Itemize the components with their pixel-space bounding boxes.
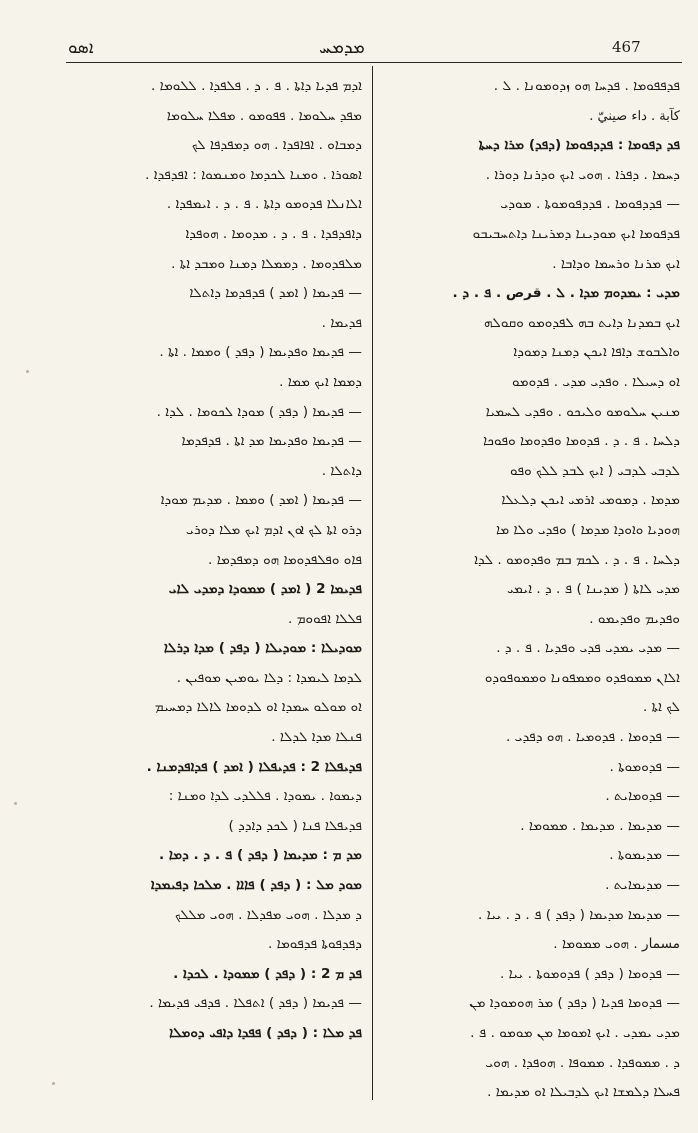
entry-text-line: — ܦܕܘܡܐ ( ܕܦܕ ) ܦܕܘܡܘܬܐ . ܝܝܐ .	[499, 965, 680, 982]
entry-text-line: — ܦܕܝܡܐ ( ܐܡܕ ) ܘܡܡܐ . ܡܕܝܡ ܡܘܕܐ	[160, 492, 362, 509]
entry-text-line: ܡܠܦܕܘܡܐ . ܕܡܡܠܐ ܕܡܢܐ ܘܡܒܕ ܐܬܐ .	[171, 255, 362, 272]
entry-text-line: — ܦܕܝܡܐ ܘܦܕܝܡܐ ܡܕ ܐܬܐ . ܦܕܦܕܡܐ	[181, 433, 362, 450]
running-head-title: ܡܕܡܚ	[319, 37, 365, 58]
entry-text-line: — ܦܕܝܡܐ ܘܦܕܝܡܐ ( ܕܦܕ ) ܘܡܡܐ . ܐܬܐ .	[159, 344, 362, 361]
entry-text-line: ܐܠܐܢ ܡܡܘܦܕܘ ܘܡܡܦܘܢܐ ܘܡܡܘܦܘܕܘ	[484, 669, 680, 686]
entry-text-line: ܕܪܘ ܐܬܐ ܠܟ ܐܘܢ ܐܕܡ ܐܝܟ ܡܠܐ ܕܘܪܝ	[186, 521, 362, 538]
entry-headword-line: ܡܘܕ ܡܠ : ( ܕܦܕ ) ܦܐܐܐ . ܡܠܟܐ ܕܦܝܡܕܐ	[150, 877, 362, 894]
entry-text-line: ܕܐܦܕܦܕܐ . ܦ . ܕ . ܡܕܘܡܐ . ܗܘܦܕܐ	[185, 225, 362, 242]
entry-text-line: ܦܕܦܦܘܡܐ . ܦܕܚܐ ܗܘ ܙܕܘܡܘܢܐ . ܠ .	[493, 78, 680, 94]
entry-headword-line: ܡܕܝ : ܝܡܕܘܡ ܡܕܐ . ܠ . قرص . ܦ . ܕ .	[452, 285, 680, 302]
page-header	[0, 0, 698, 60]
entry-text-line: مسمار . ܗܘܝ ܡܡܘܡܐ .	[553, 936, 680, 953]
entry-headword-line: ܦܕ ܕܦܘܡܐ : ܦܕܕܦܘܡܐ (ܕܦܕ) ܡܪܐ ܕܚܬܐ	[478, 137, 680, 154]
entry-text-line: — ܡܕܝܡܐ ܡܕܝܡܐ ( ܕܦܕ ) ܦ . ܕ . ܝܝܐ .	[477, 906, 680, 923]
entry-text-line: — ܦܕܘܡܐ ܦܕܝܐ ( ܕܦܕ ) ܡܪ ܗܘܡܘܕܐ ܡܢ	[469, 995, 680, 1012]
page-number: 467	[612, 38, 641, 56]
entry-text-line: ܠܟ ܐܬܐ .	[642, 699, 680, 716]
entry-text-line: ܕ . ܡܡܘܦܕܐ . ܡܡܘܦܐ . ܗܘܦܕܐ . ܗܘܝ	[485, 1054, 680, 1071]
entry-text-line: ܠܕܒܝ ܠܕܒܝ ( ܐܝܟ ܠܒܕ ܠܠܟ ܘܦܘ	[510, 462, 680, 479]
paper-speck	[14, 802, 17, 805]
entry-text-line: ܐܝܟ ܒܡܕܢܐ ܕܐܝܬ ܒܗ ܠܦܕܘܡܘ ܘܩܘܠܗ	[484, 314, 680, 331]
entry-text-line: ܡܦܕ ܚܠܘܡܐ . ܦܦܘܡܘ . ܡܦܠܐ ܚܠܘܡܐ	[166, 107, 362, 124]
entry-text-line: ܦܕܝܡܐ .	[321, 314, 362, 331]
entry-headword-line: ܦܕ ܡܠܐ : ( ܕܦܕ ) ܦܦܕܐ ܕܐܦܝ ܕܘܡܠܐ	[169, 1025, 362, 1041]
entry-text-line: ܦܚܠܐ ܕܠܡܫܐ ܐܝܟ ܠܕܒܝܠܐ ܐܘ ܡܕܝܡܐ .	[487, 1084, 680, 1101]
entry-text-line: ܕܚܡܐ . ܕܦܪܐ . ܗܘܝ ܐܝܟ ܘܕܪܢܐ ܕܘܪܐ .	[485, 166, 680, 183]
entry-text-line: ܕܡܒܐܘ . ܐܦܐܦܕܐ . ܗܘ ܕܡܦܕܦܐ ܠܟ	[191, 137, 362, 154]
right-column	[380, 72, 680, 1108]
entry-text-line: ܕܦܕܦܘܬܐ ܦܕܦܘܡܐ .	[267, 936, 362, 953]
entry-text-line: ܡܕܝ ܠܐܬܐ ( ܡܕܝܢܐ ) ܦ . ܕ . ܐܝܡܝ	[507, 581, 680, 598]
entry-text-line: ܘܦܕܝܡ ܘܦܕܝܡܘ .	[589, 610, 680, 627]
entry-text-line: ܦܐܘ ܘܦܠܦܕܘܡܐ ܗܘ ܕܡܦܕܡܐ .	[208, 551, 362, 568]
entry-text-line: — ܦܕܘܡܐܝܬ .	[605, 788, 680, 805]
entry-text-line: ܦܕܦܘܡܐ ܐܝܟ ܡܘܕܝܢܐ ܕܡܪܝܢܐ ܕܐܬܚܒܝܒܘ	[472, 225, 680, 242]
entry-text-line: — ܡܕܝ ܝܡܕܝ ܦܕܝ ܘܦܕܝܐ . ܦ . ܕ .	[496, 640, 680, 657]
entry-headword-line: ܦܕܝܦܠܐ 2 : ܦܕܝܦܠܐ ( ܐܡܕ ) ܦܕܐܦܕܡܢܐ .	[146, 758, 362, 775]
entry-text-line: ܕܠܚܐ . ܦ . ܕ . ܠܟܡ ܒܡ ܘܦܕܘܡܘ . ܠܕܐ	[474, 551, 680, 568]
entry-text-line: ܕܝܡܘܐ . ܝܡܘܕܐ . ܦܠܠܕܝ ܠܕܐ ܘܡܢܐ :	[168, 788, 362, 805]
entry-text-line: — ܡܕܝܡܐ . ܡܕܝܡܐ . ܡܡܘܡܐ .	[520, 817, 680, 834]
paper-speck	[26, 370, 29, 373]
entry-text-line: ܕ ܡܕܠܐ . ܗܘܝ ܡܦܕܠܐ . ܗܘܝ ܡܠܠܟ	[175, 906, 362, 923]
entry-text-line: كآبة . داء صينيّ .	[589, 108, 680, 124]
entry-text-line: — ܦܕܘܡܐ . ܦܕܘܡܝܐ . ܗܘ ܕܦܕܝ .	[506, 729, 680, 746]
entry-text-line: ܦܠܠܐ ܐܦܘܘܡ .	[288, 610, 362, 627]
entry-text-line: ܐܣܘܪܐ . ܘܡܢܐ ܠܟܕܡܐ ܘܡܢܡܘܐ : ܐܦܕܦܕܐ .	[145, 166, 362, 183]
entry-headword-line: ܦܕܝܡܐ 2 ( ܐܡܕ ) ܡܡܘܕܐ ܕܡܕܝ ܠܐܝ	[168, 581, 362, 598]
column-divider	[372, 66, 373, 1100]
entry-headword-line: ܡܕ ܡ : ܡܕܝܡܐ ( ܕܦܕ ) ܦ . ܕ . ܕܡܐ .	[159, 847, 362, 864]
entry-text-line: ܡܢܝܢ ܚܠܘܡܘ ܘܠܝܟܘ . ܘܦܕܝ ܠܚܡܝܐ	[485, 403, 680, 420]
entry-text-line: — ܦܕܝܡܐ ( ܕܦܕ ) ܡܘܕܐ ܠܟܘܡܐ . ܠܕܐ .	[156, 403, 362, 420]
entry-text-line: ܠܕܡܐ ܠܝܡܕܐ : ܕܠܐ ܝܘܡܝܢ ܡܘܦܝܢ .	[176, 669, 362, 686]
entry-text-line: — ܦܕܝܡܐ ( ܕܦܕ ) ܐܬܦܠܐ . ܦܕܦܝ ܦܕܝܡܐ .	[149, 995, 362, 1012]
entry-headword-line: ܦܕ ܡ 2 : ( ܕܦܕ ) ܡܡܘܕܐ . ܠܟܕܐ .	[173, 965, 362, 982]
entry-text-line: ܕܐܬܠܐ .	[321, 462, 362, 479]
entry-text-line: ܕܠܚܐ . ܦ . ܕ . ܦܕܘܡܐ ܘܦܕܘܡܐ ܘܦܘܟܐ	[483, 433, 680, 450]
paper-speck	[52, 1082, 55, 1085]
left-column	[66, 72, 362, 1049]
entry-text-line: ܐܝܟ ܡܪܢܐ ܘܪܚܡܐ ܘܕܐܒܐ .	[552, 255, 680, 272]
entry-text-line: ܐܠܐܢܠܐ ܦܕܘܡܘ ܕܐܬܐ . ܦ . ܕ . ܐܝܡܦܕܐ .	[166, 196, 362, 213]
header-rule	[66, 62, 682, 63]
entry-text-line: ܡܕܡܐ . ܕܡܘܡܝ ܐܪܡܝ ܐܝܟܢ ܕܠܥܠܐ	[501, 492, 680, 509]
entry-text-line: ܘܐܠܒܘܫ ܕܐܦܐ ܐܝܟܢ ܕܡܢܐ ܕܡܘܕܐ	[513, 344, 680, 361]
entry-text-line: — ܦܕܝܡܐ ( ܐܡܕ ) ܦܕܦܕܡܐ ܕܐܬܠܐ	[189, 285, 362, 302]
entry-text-line: ܐܕܡ ܦܕܝܐ ܕܐܬܐ . ܦ . ܕ . ܦܠܦܕܐ . ܠܠܘܡܐ .	[150, 78, 362, 94]
entry-text-line: ܕܡܡܐ ܐܝܟ ܡܡܐ .	[279, 373, 362, 390]
entry-text-line: — ܡܕܝܡܘܬܐ .	[609, 847, 680, 864]
entry-headword-line: ܡܘܕܝܠܐ : ܡܘܕܝܠܐ ( ܕܦܕ ) ܡܕܐ ܕܪܠܐ	[163, 640, 362, 657]
entry-text-line: ܦܕܝܦܠܐ ܦܢܐ ( ܠܟܕ ܕܐܕܕ )	[228, 817, 362, 834]
entry-text-line: ܦܢܠܐ ܡܕܐ ܠܕܠܐ .	[271, 729, 362, 746]
entry-text-line: — ܦܕܕܦܘܡܐ . ܦܕܕܦܘܡܘܬܐ . ܡܘܕܝ	[500, 196, 680, 213]
entry-text-line: ܗܘܕܝܐ ܘܐܘܕܐ ܡܕܡܐ ) ܘܦܕܝ ܘܠܐ ܡܐ	[496, 521, 680, 538]
entry-text-line: ܐܘ ܡܘܠܘ ܚܡܕܐ ܐܘ ܠܕܘܡܐ ܠܐܠܐ ܕܡܚܝܡ	[154, 699, 362, 716]
entry-text-line: ܐܘ ܕܚܝܠܐ . ܘܦܕܝ ܡܕܝ . ܦܕܘܡܘ	[511, 373, 680, 390]
entry-text-line: — ܡܕܝܡܐܝܬ .	[605, 877, 680, 894]
entry-text-line: ܡܕܝ ܝܡܕܝ . ܐܝܟ ܐܡܘܡܐ ܡܢ ܡܘܡܘ . ܦ .	[470, 1025, 680, 1041]
entry-text-line: — ܦܕܘܡܘܬܐ .	[609, 758, 680, 775]
running-head-left: ܐܣܘ	[68, 38, 94, 58]
